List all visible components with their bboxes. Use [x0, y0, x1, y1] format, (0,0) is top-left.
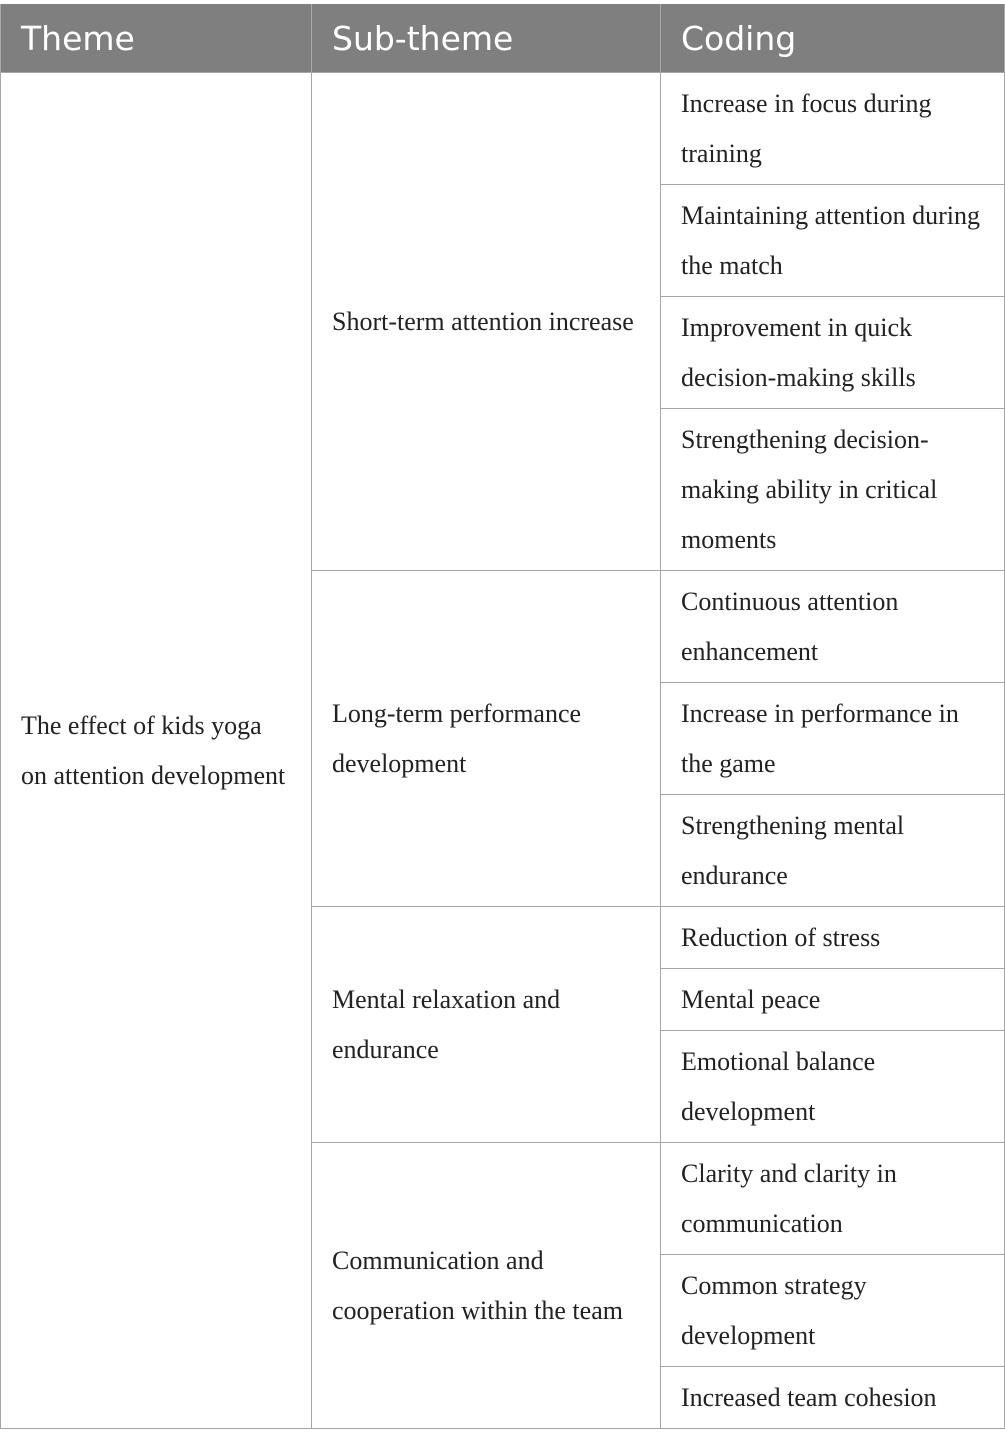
coding-cell: Strengthening mental endurance: [661, 795, 1005, 907]
coding-cell: Emotional balance development: [661, 1031, 1005, 1143]
header-coding: Coding: [661, 4, 1005, 73]
theme-cell: The effect of kids yoga on attention development: [1, 73, 312, 1429]
coding-cell: Increase in focus during training: [661, 73, 1005, 185]
subtheme-cell: Short-term attention increase: [312, 73, 661, 571]
coding-cell: Continuous attention enhancement: [661, 571, 1005, 683]
table-row: [1, 73, 1005, 185]
coding-cell: Strengthening decision-making ability in critical moments: [661, 409, 1005, 571]
coding-cell: Increased team cohesion: [661, 1367, 1005, 1429]
coding-cell: Maintaining attention during the match: [661, 185, 1005, 297]
coding-cell: Increase in performance in the game: [661, 683, 1005, 795]
themes-table: [0, 4, 1005, 1429]
header-sub-theme: Sub-theme: [312, 4, 661, 73]
coding-cell: Clarity and clarity in communication: [661, 1143, 1005, 1255]
coding-cell: Common strategy development: [661, 1255, 1005, 1367]
header-row: [1, 4, 1005, 73]
coding-cell: Reduction of stress: [661, 907, 1005, 969]
themes-table-container: [0, 4, 1004, 1429]
subtheme-cell: Mental relaxation and endurance: [312, 907, 661, 1143]
subtheme-cell: Communication and cooperation within the team: [312, 1143, 661, 1429]
coding-cell: Mental peace: [661, 969, 1005, 1031]
subtheme-cell: Long-term performance development: [312, 571, 661, 907]
coding-cell: Improvement in quick decision-making skills: [661, 297, 1005, 409]
header-theme: Theme: [1, 4, 312, 73]
